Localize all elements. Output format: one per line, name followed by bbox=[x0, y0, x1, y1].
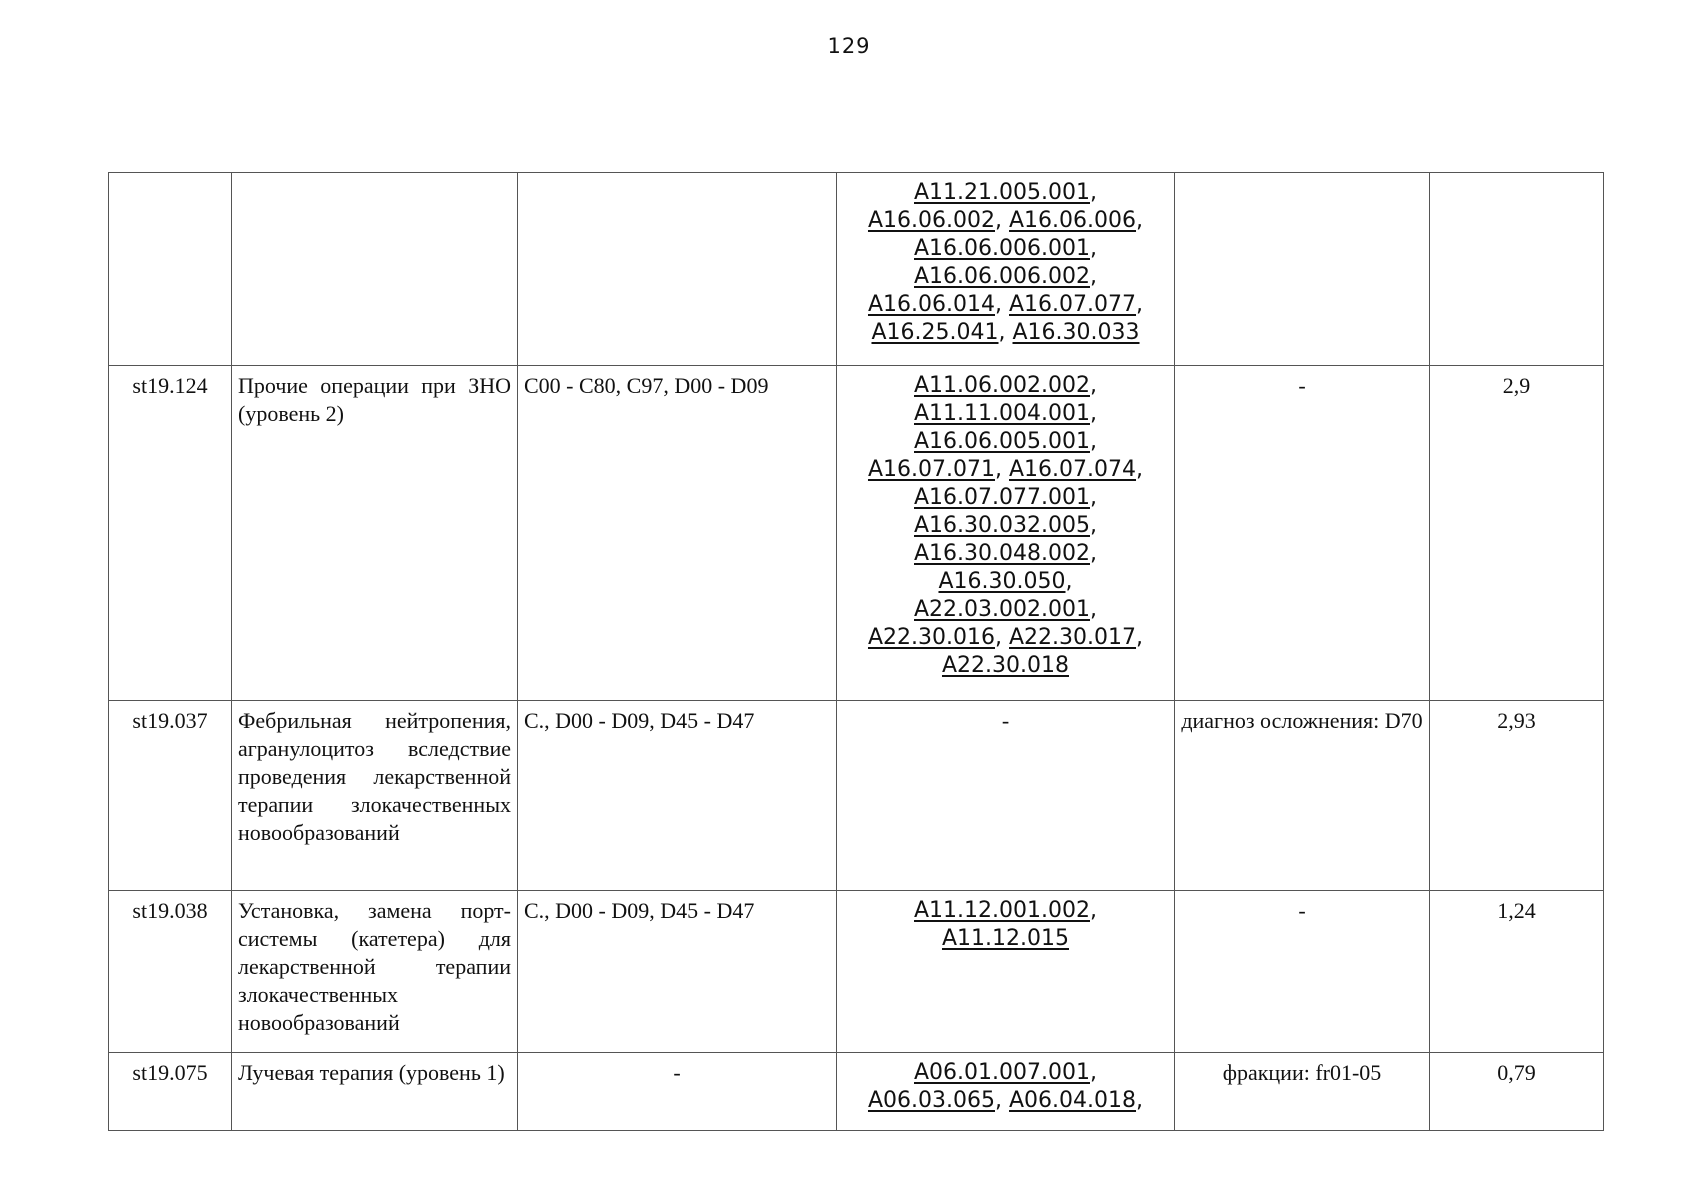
table-row bbox=[109, 701, 1604, 891]
service-code-line: A11.11.004.001, bbox=[914, 401, 1097, 426]
coefficient: 0,79 bbox=[1430, 1053, 1604, 1131]
service-code-link[interactable]: A22.30.018 bbox=[941, 653, 1069, 678]
service-code-line: A16.07.077.001, bbox=[914, 485, 1097, 510]
service-code-line: A16.06.006.001, bbox=[914, 236, 1097, 261]
service-code-line: A06.01.007.001, bbox=[914, 1060, 1097, 1085]
extra-criteria: - bbox=[1175, 366, 1430, 701]
ksg-code: st19.038 bbox=[109, 891, 232, 1053]
coefficient: 2,93 bbox=[1430, 701, 1604, 891]
service-code-link[interactable]: A16.06.014 bbox=[867, 292, 995, 317]
ksg-name: Лучевая терапия (уровень 1) bbox=[232, 1053, 518, 1131]
service-code-link[interactable]: A11.12.015 bbox=[941, 926, 1069, 951]
service-codes-empty: - bbox=[1001, 708, 1010, 733]
service-code-link[interactable]: A16.07.077 bbox=[1009, 292, 1137, 317]
service-codes bbox=[837, 173, 1175, 366]
service-code-line: A11.21.005.001, bbox=[914, 180, 1097, 205]
service-code-link[interactable]: A16.06.006.001 bbox=[914, 236, 1090, 261]
service-code-line: A06.03.065, A06.04.018, bbox=[867, 1088, 1144, 1113]
service-codes bbox=[837, 701, 1175, 891]
ksg-name: Прочие операции при ЗНО (уровень 2) bbox=[232, 366, 518, 701]
service-code-line: A16.07.071, A16.07.074, bbox=[867, 457, 1144, 482]
coefficient: 2,9 bbox=[1430, 366, 1604, 701]
service-code-link[interactable]: A16.06.005.001 bbox=[914, 429, 1090, 454]
service-code-line: A16.06.005.001, bbox=[914, 429, 1097, 454]
service-code-line: A22.03.002.001, bbox=[914, 597, 1097, 622]
extra-criteria: диагноз осложнения: D70 bbox=[1175, 701, 1430, 891]
diagnosis-codes bbox=[518, 173, 837, 366]
service-code-link[interactable]: A16.06.002 bbox=[867, 208, 995, 233]
service-code-link[interactable]: A16.30.050 bbox=[938, 569, 1066, 594]
tariff-table bbox=[108, 172, 1604, 1131]
service-code-line: A22.30.016, A22.30.017, bbox=[867, 625, 1144, 650]
service-code-link[interactable]: A11.06.002.002 bbox=[914, 373, 1090, 398]
service-codes bbox=[837, 1053, 1175, 1131]
service-code-link[interactable]: A16.07.074 bbox=[1009, 457, 1137, 482]
service-code-link[interactable]: A16.30.033 bbox=[1012, 320, 1140, 345]
service-code-link[interactable]: A16.25.041 bbox=[871, 320, 999, 345]
service-code-link[interactable]: A22.03.002.001 bbox=[914, 597, 1090, 622]
service-code-line: A11.12.001.002, bbox=[914, 898, 1097, 923]
service-code-link[interactable]: A06.03.065 bbox=[867, 1088, 995, 1113]
service-code-line bbox=[843, 652, 1168, 680]
ksg-code: st19.037 bbox=[109, 701, 232, 891]
coefficient: 1,24 bbox=[1430, 891, 1604, 1053]
diagnosis-codes: C., D00 - D09, D45 - D47 bbox=[518, 701, 837, 891]
page-number: 129 bbox=[827, 34, 871, 58]
service-code-link[interactable]: A16.07.077.001 bbox=[914, 485, 1090, 510]
service-code-link[interactable]: A06.04.018 bbox=[1009, 1088, 1137, 1113]
service-code-link[interactable]: A06.01.007.001 bbox=[914, 1060, 1090, 1085]
service-codes bbox=[837, 366, 1175, 701]
ksg-code: st19.124 bbox=[109, 366, 232, 701]
extra-criteria: - bbox=[1175, 891, 1430, 1053]
service-code-line: A16.30.050, bbox=[938, 569, 1073, 594]
service-code-line: A11.06.002.002, bbox=[914, 373, 1097, 398]
extra-criteria bbox=[1175, 173, 1430, 366]
service-code-link[interactable]: A11.11.004.001 bbox=[914, 401, 1090, 426]
service-codes bbox=[837, 891, 1175, 1053]
coefficient bbox=[1430, 173, 1604, 366]
service-code-link[interactable]: A16.06.006 bbox=[1009, 208, 1137, 233]
service-code-line: A16.30.048.002, bbox=[914, 541, 1097, 566]
table-row bbox=[109, 173, 1604, 366]
service-code-link[interactable]: A16.30.048.002 bbox=[914, 541, 1090, 566]
table-row bbox=[109, 891, 1604, 1053]
ksg-code: st19.075 bbox=[109, 1053, 232, 1131]
table-row bbox=[109, 1053, 1604, 1131]
diagnosis-codes: C00 - C80, C97, D00 - D09 bbox=[518, 366, 837, 701]
ksg-name bbox=[232, 173, 518, 366]
ksg-name: Установка, замена порт-системы (катетера) для лекарственной терапии злокачественных новообразований bbox=[232, 891, 518, 1053]
service-code-link[interactable]: A22.30.017 bbox=[1009, 625, 1137, 650]
service-code-link[interactable]: A22.30.016 bbox=[867, 625, 995, 650]
service-code-link[interactable]: A16.06.006.002 bbox=[914, 264, 1090, 289]
diagnosis-codes: - bbox=[518, 1053, 837, 1131]
service-code-link[interactable]: A16.30.032.005 bbox=[914, 513, 1090, 538]
service-code-link[interactable]: A11.21.005.001 bbox=[914, 180, 1090, 205]
service-code-line: A16.25.041, A16.30.033 bbox=[871, 320, 1140, 345]
ksg-code bbox=[109, 173, 232, 366]
service-code-link[interactable]: A16.07.071 bbox=[867, 457, 995, 482]
extra-criteria: фракции: fr01-05 bbox=[1175, 1053, 1430, 1131]
ksg-name: Фебрильная нейтропения, агранулоцитоз вследствие проведения лекарственной терапии злокачественных новообразований bbox=[232, 701, 518, 891]
service-code-line: A16.30.032.005, bbox=[914, 513, 1097, 538]
diagnosis-codes: C., D00 - D09, D45 - D47 bbox=[518, 891, 837, 1053]
table-row bbox=[109, 366, 1604, 701]
service-code-line bbox=[843, 925, 1168, 953]
service-code-line: A16.06.014, A16.07.077, bbox=[867, 292, 1144, 317]
service-code-line: A16.06.006.002, bbox=[914, 264, 1097, 289]
service-code-line: A16.06.002, A16.06.006, bbox=[867, 208, 1144, 233]
service-code-link[interactable]: A11.12.001.002 bbox=[914, 898, 1090, 923]
